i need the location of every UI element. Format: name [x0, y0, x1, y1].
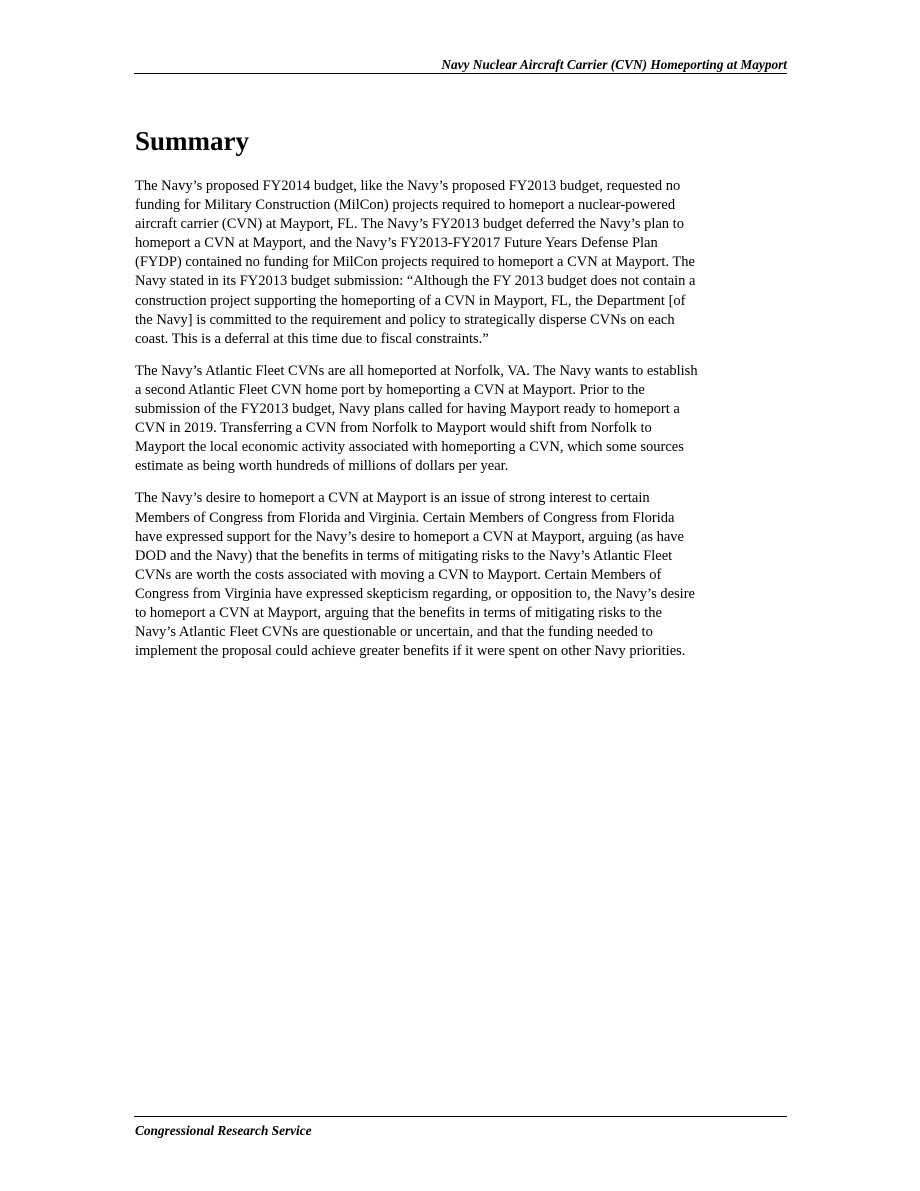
text-line: Congress from Virginia have expressed skepticism regarding, or opposition to, the Navy’s desire — [135, 585, 695, 602]
summary-body — [135, 177, 785, 674]
summary-paragraph-2 — [135, 362, 785, 477]
text-line: a second Atlantic Fleet CVN home port by homeporting a CVN at Mayport. Prior to the — [135, 381, 645, 398]
text-line: Navy stated in its FY2013 budget submission: “Although the FY 2013 budget does not contain a — [135, 273, 696, 290]
text-line: submission of the FY2013 budget, Navy plans called for having Mayport ready to homeport a — [135, 401, 680, 418]
text-line: estimate as being worth hundreds of millions of dollars per year. — [135, 458, 509, 475]
text-line: construction project supporting the homeporting of a CVN in Mayport, FL, the Department [of — [135, 292, 686, 309]
text-line: funding for Military Construction (MilCon) projects required to homeport a nuclear-powered — [135, 197, 676, 214]
text-line: The Navy’s proposed FY2014 budget, like the Navy’s proposed FY2013 budget, requested no — [135, 178, 681, 194]
text-line: DOD and the Navy) that the benefits in terms of mitigating risks to the Navy’s Atlantic Fleet — [135, 547, 673, 564]
summary-paragraph-3 — [135, 489, 785, 661]
section-heading: Summary — [135, 126, 249, 156]
text-line: The Navy’s desire to homeport a CVN at Mayport is an issue of strong interest to certain — [135, 490, 650, 507]
header-title: Navy Nuclear Aircraft Carrier (CVN) Homeporting at Mayport — [441, 57, 787, 72]
footer-text: Congressional Research Service — [135, 1123, 312, 1138]
text-line: have expressed support for the Navy’s desire to homeport a CVN at Mayport, arguing (as have — [135, 528, 684, 545]
text-line: implement the proposal could achieve greater benefits if it were spent on other Navy priorities. — [135, 643, 686, 660]
text-line: the Navy] is committed to the requirement and policy to strategically disperse CVNs on each — [135, 311, 675, 328]
text-line: coast. This is a deferral at this time due to fiscal constraints.” — [135, 330, 489, 347]
text-line: Mayport the local economic activity associated with homeporting a CVN, which some sources — [135, 439, 684, 456]
text-line: (FYDP) contained no funding for MilCon projects required to homeport a CVN at Mayport. The — [135, 254, 695, 271]
summary-paragraph-1 — [135, 177, 785, 349]
text-line: Members of Congress from Florida and Virginia. Certain Members of Congress from Florida — [135, 509, 675, 526]
text-line: CVNs are worth the costs associated with moving a CVN to Mayport. Certain Members of — [135, 566, 662, 583]
text-line: homeport a CVN at Mayport, and the Navy’s FY2013-FY2017 Future Years Defense Plan — [135, 235, 658, 252]
running-footer — [134, 1116, 787, 1138]
text-line: aircraft carrier (CVN) at Mayport, FL. The Navy’s FY2013 budget deferred the Navy’s plan to — [135, 216, 684, 233]
text-line: to homeport a CVN at Mayport, arguing that the benefits in terms of mitigating risks to the — [135, 604, 662, 621]
running-header — [134, 56, 787, 74]
text-line: Navy’s Atlantic Fleet CVNs are questionable or uncertain, and that the funding needed to — [135, 624, 653, 641]
text-line: The Navy’s Atlantic Fleet CVNs are all homeported at Norfolk, VA. The Navy wants to establish — [135, 362, 698, 379]
text-line: CVN in 2019. Transferring a CVN from Norfolk to Mayport would shift from Norfolk to — [135, 420, 652, 437]
